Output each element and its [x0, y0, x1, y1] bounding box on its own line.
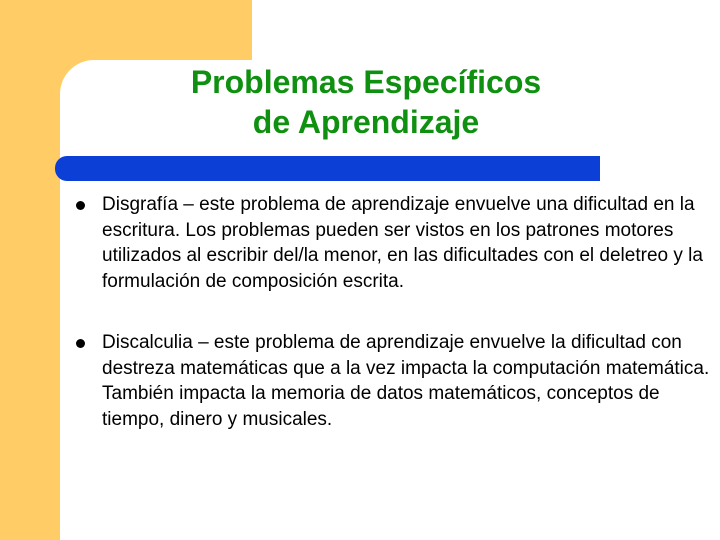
bullet-dot-icon — [76, 339, 85, 348]
bullet-text: Discalculia – este problema de aprendizaje envuelve la dificultad con destreza matemáticas que a la vez impacta la computación matemática. También impacta la memoria de datos matemáticos, conceptos de tiempo, dinero y musicales. — [102, 332, 710, 430]
bullet-dot-icon — [76, 201, 85, 210]
title-divider-bar — [55, 156, 600, 181]
slide-title-line-2: de Aprendizaje — [252, 104, 480, 140]
slide-title — [120, 62, 612, 142]
bullet-text: Disgrafía – este problema de aprendizaje envuelve una dificultad en la escritura. Los problemas pueden ser vistos en los patrones motores utilizados al escribir del/la menor, en las dificultades con el deletreo y la formulación de composición escrita. — [102, 194, 703, 292]
bullet-item-disgrafia — [74, 192, 714, 294]
bullet-list — [74, 192, 714, 468]
slide-title-line-1: Problemas Específicos — [190, 64, 542, 100]
bullet-item-discalculia — [74, 330, 714, 432]
